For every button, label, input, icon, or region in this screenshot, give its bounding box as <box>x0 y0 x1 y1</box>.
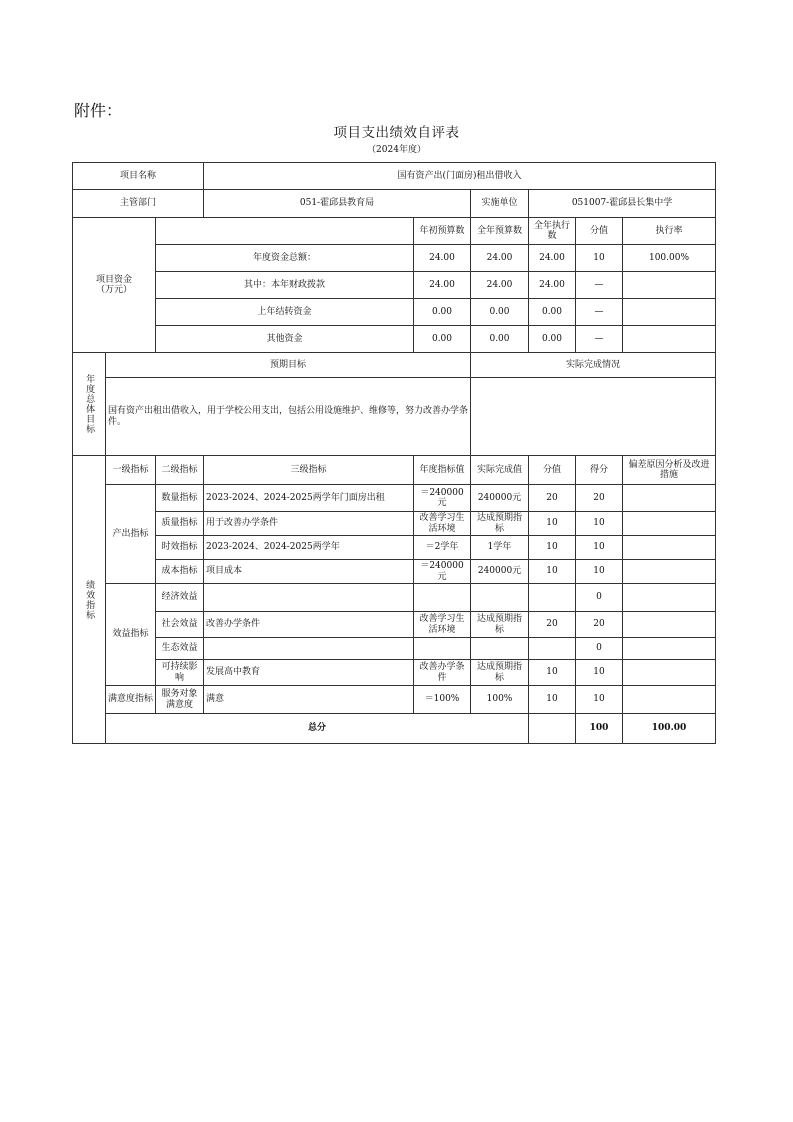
score: 20 <box>576 485 623 512</box>
implementing-unit-value: 051007-霍邱县长集中学 <box>529 190 716 218</box>
score: 20 <box>576 612 623 638</box>
level1-indicator: 效益指标 <box>106 584 156 686</box>
target-value <box>414 584 471 612</box>
funds-annual: 0.00 <box>471 326 529 353</box>
expected-goals-text: 国有资产出租出借收入，用于学校公用支出，包括公用设施维护、维修等，努力改善办学条件。 <box>106 378 471 456</box>
project-name-label: 项目名称 <box>73 163 204 190</box>
actual-value <box>471 638 529 660</box>
performance-indicators-label: 绩效指标 <box>73 456 106 744</box>
implementing-unit-label: 实施单位 <box>471 190 529 218</box>
funds-score-value: 10 <box>576 245 623 272</box>
level2-indicator: 成本指标 <box>156 560 204 584</box>
project-name-value: 国有资产出(门面房)租出借收入 <box>204 163 716 190</box>
actual-completion-text <box>471 378 716 456</box>
score-value: 20 <box>529 485 576 512</box>
project-funds-label: 项目资金 （万元） <box>73 218 156 353</box>
funds-header: 执行率 <box>623 218 716 245</box>
indicator-header: 分值 <box>529 456 576 485</box>
annual-goals-label: 年度总体目标 <box>73 353 106 456</box>
level2-indicator: 生态效益 <box>156 638 204 660</box>
funds-rate <box>623 272 716 299</box>
funds-annual: 24.00 <box>471 245 529 272</box>
deviation-reason <box>623 638 716 660</box>
funds-initial: 0.00 <box>414 326 471 353</box>
deviation-reason <box>623 660 716 686</box>
score-value <box>529 584 576 612</box>
level2-indicator: 可持续影响 <box>156 660 204 686</box>
indicator-header: 二级指标 <box>156 456 204 485</box>
score-value: 20 <box>529 612 576 638</box>
funds-header: 分值 <box>576 218 623 245</box>
indicator-header: 得分 <box>576 456 623 485</box>
funds-annual: 0.00 <box>471 299 529 326</box>
actual-value: 240000元 <box>471 560 529 584</box>
level3-indicator: 项目成本 <box>204 560 414 584</box>
indicator-header: 年度指标值 <box>414 456 471 485</box>
level3-indicator <box>204 584 414 612</box>
level2-indicator: 时效指标 <box>156 536 204 560</box>
target-value: 改善学习生活环境 <box>414 612 471 638</box>
department-value: 051-霍邱县教育局 <box>204 190 471 218</box>
deviation-reason <box>623 536 716 560</box>
target-value: ＝2学年 <box>414 536 471 560</box>
funds-header: 年初预算数 <box>414 218 471 245</box>
attachment-label: 附件： <box>74 101 123 120</box>
actual-completion-label: 实际完成情况 <box>471 353 716 378</box>
level2-indicator: 经济效益 <box>156 584 204 612</box>
score: 10 <box>576 686 623 714</box>
total-score-value: 100 <box>576 714 623 744</box>
funds-initial: 0.00 <box>414 299 471 326</box>
deviation-reason <box>623 612 716 638</box>
level3-indicator: 发展高中教育 <box>204 660 414 686</box>
actual-value: 240000元 <box>471 485 529 512</box>
actual-value: 100% <box>471 686 529 714</box>
actual-value: 达成预期指标 <box>471 660 529 686</box>
funds-row-name: 其中：本年财政拨款 <box>156 272 414 299</box>
target-value: ＝100% <box>414 686 471 714</box>
score-value: 10 <box>529 536 576 560</box>
form-year: （2024年度） <box>367 145 426 155</box>
level3-indicator <box>204 638 414 660</box>
level1-indicator: 满意度指标 <box>106 686 156 714</box>
total-label: 总分 <box>106 714 529 744</box>
actual-value: 1学年 <box>471 536 529 560</box>
indicator-header: 一级指标 <box>106 456 156 485</box>
funds-header: 全年预算数 <box>471 218 529 245</box>
score: 10 <box>576 536 623 560</box>
funds-executed: 0.00 <box>529 299 576 326</box>
department-label: 主管部门 <box>73 190 204 218</box>
level2-indicator: 数量指标 <box>156 485 204 512</box>
funds-score-value: — <box>576 272 623 299</box>
deviation-reason <box>623 686 716 714</box>
level2-indicator: 质量指标 <box>156 512 204 536</box>
indicator-header: 偏差原因分析及改进措施 <box>623 456 716 485</box>
funds-score-value: — <box>576 326 623 353</box>
score-value: 10 <box>529 686 576 714</box>
funds-rate: 100.00% <box>623 245 716 272</box>
deviation-reason <box>623 584 716 612</box>
target-value: 改善办学条件 <box>414 660 471 686</box>
form-title: 项目支出绩效自评表 <box>333 125 460 141</box>
funds-row-name: 其他资金 <box>156 326 414 353</box>
funds-rate <box>623 299 716 326</box>
self-evaluation-table <box>72 162 716 744</box>
score-value <box>529 638 576 660</box>
level3-indicator: 改善办学条件 <box>204 612 414 638</box>
score: 10 <box>576 560 623 584</box>
funds-rate <box>623 326 716 353</box>
target-value: 改善学习生活环境 <box>414 512 471 536</box>
funds-row-name: 年度资金总额： <box>156 245 414 272</box>
score: 0 <box>576 584 623 612</box>
actual-value <box>471 584 529 612</box>
target-value <box>414 638 471 660</box>
score-value: 10 <box>529 660 576 686</box>
score: 0 <box>576 638 623 660</box>
actual-value: 达成预期指标 <box>471 612 529 638</box>
funds-executed: 0.00 <box>529 326 576 353</box>
funds-initial: 24.00 <box>414 272 471 299</box>
funds-row-name: 上年结转资金 <box>156 299 414 326</box>
score: 10 <box>576 512 623 536</box>
target-value: ＝240000元 <box>414 560 471 584</box>
indicator-header: 三级指标 <box>204 456 414 485</box>
funds-initial: 24.00 <box>414 245 471 272</box>
funds-score-value: — <box>576 299 623 326</box>
indicator-header: 实际完成值 <box>471 456 529 485</box>
level3-indicator: 用于改善办学条件 <box>204 512 414 536</box>
score-value: 10 <box>529 512 576 536</box>
deviation-reason <box>623 512 716 536</box>
funds-annual: 24.00 <box>471 272 529 299</box>
target-value: ＝240000元 <box>414 485 471 512</box>
expected-goals-label: 预期目标 <box>106 353 471 378</box>
funds-executed: 24.00 <box>529 245 576 272</box>
total-blank <box>529 714 576 744</box>
funds-header: 全年执行数 <box>529 218 576 245</box>
level3-indicator: 满意 <box>204 686 414 714</box>
level2-indicator: 服务对象满意度 <box>156 686 204 714</box>
actual-value: 达成预期指标 <box>471 512 529 536</box>
funds-header-blank <box>156 218 414 245</box>
level2-indicator: 社会效益 <box>156 612 204 638</box>
total-score: 100.00 <box>623 714 716 744</box>
deviation-reason <box>623 485 716 512</box>
deviation-reason <box>623 560 716 584</box>
score-value: 10 <box>529 560 576 584</box>
level3-indicator: 2023-2024、2024-2025两学年 <box>204 536 414 560</box>
funds-executed: 24.00 <box>529 272 576 299</box>
level3-indicator: 2023-2024、2024-2025两学年门面房出租 <box>204 485 414 512</box>
score: 10 <box>576 660 623 686</box>
level1-indicator: 产出指标 <box>106 485 156 584</box>
